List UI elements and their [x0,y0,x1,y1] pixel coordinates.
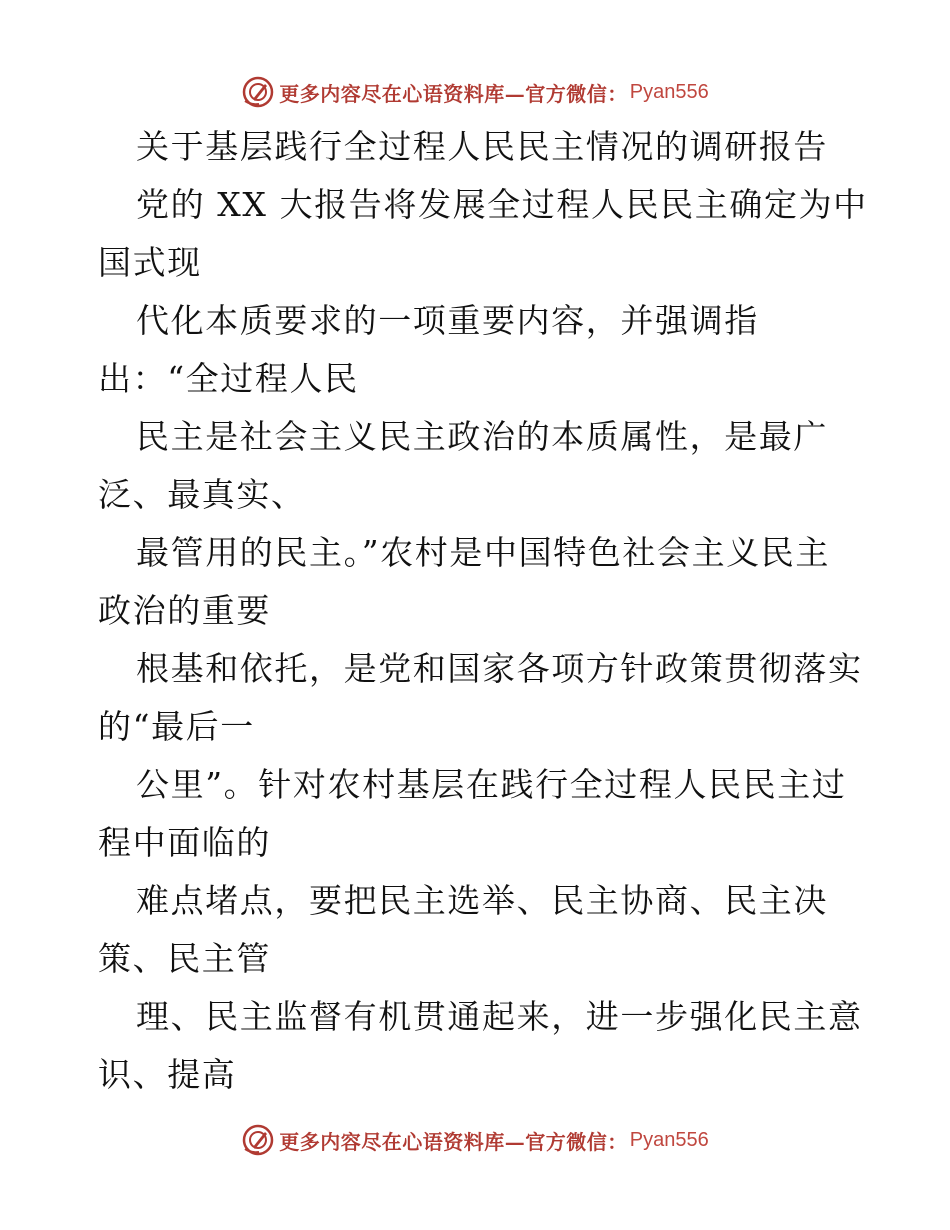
watermark-code: Pyan556 [629,1128,709,1151]
watermark-text: 更多内容尽在心语资料库—官方微信： [279,81,628,106]
text-line: 党的 XX 大报告将发展全过程人民民主确定为中 [136,185,868,224]
text-line: 政治的重要 [98,591,271,630]
pen-logo-icon [241,1123,275,1157]
document-title: 关于基层践行全过程人民民主情况的调研报告 [136,127,828,166]
watermark-text: 更多内容尽在心语资料库—官方微信： [279,1129,628,1154]
pen-logo-icon [241,75,275,109]
text-line: 代化本质要求的一项重要内容，并强调指 [136,301,759,340]
watermark-code: Pyan556 [629,80,709,103]
text-line: 的“最后一 [98,707,255,746]
text-line: 程中面临的 [98,823,271,862]
document-body [98,118,888,1104]
text-line: 理、民主监督有机贯通起来，进一步强化民主意 [136,997,863,1036]
text-line: 难点堵点，要把民主选举、民主协商、民主决 [136,881,828,920]
text-line: 识、提高 [98,1055,237,1094]
footer-watermark [0,1120,950,1160]
header-watermark [0,72,950,112]
text-line: 出：“全过程人民 [98,359,359,398]
text-line: 最管用的民主。”农村是中国特色社会主义民主 [136,533,830,572]
text-line: 根基和依托，是党和国家各项方针政策贯彻落实 [136,649,863,688]
text-line: 策、民主管 [98,939,271,978]
text-line: 公里”。针对农村基层在践行全过程人民民主过 [136,765,847,804]
text-line: 泛、最真实、 [98,475,306,514]
text-line: 民主是社会主义民主政治的本质属性，是最广 [136,417,828,456]
text-line: 国式现 [98,243,202,282]
